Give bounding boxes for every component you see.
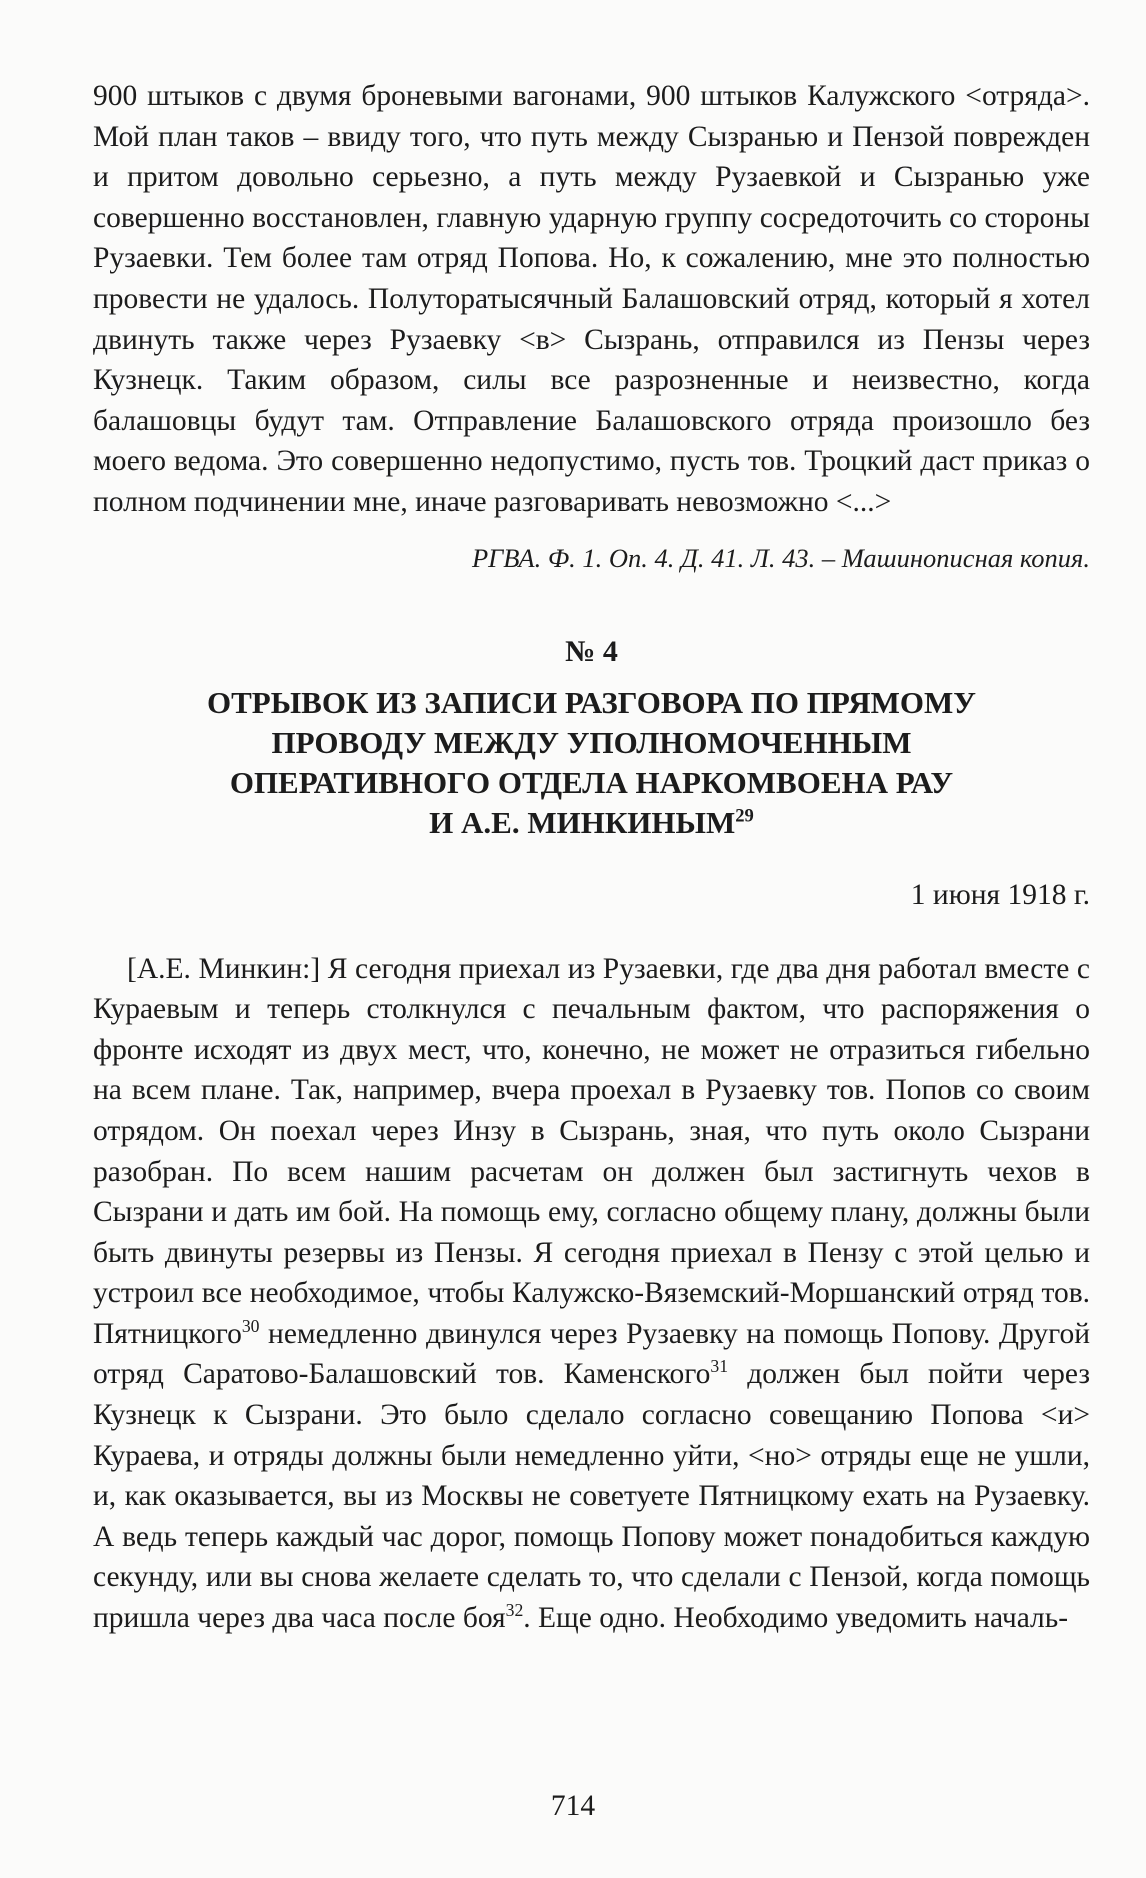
top-paragraph: 900 штыков с двумя броневыми вагонами, 900 штыков Калужского <отряда>. Мой план таков – ввиду того, что путь между Сызранью и Пензой поврежден и притом довольно серьезно, а путь между Рузаевкой и Сызранью уже совершенно восстановлен, главную ударную группу сосредоточить со стороны Рузаевки. Тем более там отряд Попова. Но, к сожалению, мне это полностью провести не удалось. Полуторатысячный Балашовский отряд, который я хотел двинуть также через Рузаевку <в> Сызрань, отправился из Пензы через Кузнецк. Таким образом, силы все разрозненные и неизвестно, когда балашовцы будут там. Отправление Балашовского отряда произошло без моего ведома. Это совершенно недопустимо, пусть тов. Троцкий даст приказ о полном подчинении мне, иначе разговаривать невозможно <...> <box>93 80 1090 518</box>
body-text: . Еще одно. Необходимо уведомить началь- <box>523 1602 1069 1635</box>
body-text: [А.Е. Минкин:] Я сегодня приехал из Рузаевки, где два дня работал вместе с Кураевым и теперь столкнулся с печальным фактом, что распоряжения о фронте исходят из двух мест, что, конечно, не может не отразиться гибельно на всем плане. Так, например, вчера проехал в Рузаевку тов. Попов со своим отрядом. Он поехал через Инзу в Сызрань, зная, что путь около Сызрани разобран. По всем нашим расчетам он должен был застигнуть чехов в Сызрани и дать им бой. На помощь ему, согласно общему плану, должны были быть двинуты резервы из Пензы. Я сегодня приехал в Пензу с этой целью и устроил все необходимое, чтобы Калужско-Вяземский-Моршанский отряд тов. Пятницкого <box>93 952 1090 1350</box>
body-text: немедленно двинулся через Рузаевку на помощь Попову. Другой отряд Саратово-Балашовский тов. Каменского <box>93 1317 1090 1391</box>
document-number: № 4 <box>565 634 618 668</box>
body-paragraph <box>93 949 1090 1639</box>
body-text: должен был пойти через Кузнецк к Сызрани. Это было сделало согласно совещанию Попова <и> Кураева, и отряды должны были немедленно уйти, <но> отряды еще не ушли, и, как оказывается, вы из Москвы не советуете Пятницкому ехать на Рузаевку. А ведь теперь каждый час дорог, помощь Попову может понадобиться каждую секунду, или вы снова желаете сделать то, что сделали с Пензой, когда помощь пришла через два часа после боя <box>93 1358 1090 1635</box>
title-line <box>93 803 1090 843</box>
title-line: ПРОВОДУ МЕЖДУ УПОЛНОМОЧЕННЫМ <box>271 724 912 760</box>
archive-source-note: РГВА. Ф. 1. Оп. 4. Д. 41. Л. 43. – Машинописная копия. <box>471 542 1090 573</box>
footnote-ref: 29 <box>735 805 754 827</box>
document-title <box>93 683 1090 843</box>
page-number: 714 <box>550 1790 596 1822</box>
title-line: ОТРЫВОК ИЗ ЗАПИСИ РАЗГОВОРА ПО ПРЯМОМУ <box>206 684 977 720</box>
footnote-ref: 30 <box>241 1316 260 1337</box>
footnote-ref: 31 <box>710 1356 729 1377</box>
title-line-text: И А.Е. МИНКИНЫМ <box>429 804 736 840</box>
title-line: ОПЕРАТИВНОГО ОТДЕЛА НАРКОМВОЕНА РАУ <box>229 764 954 800</box>
document-date: 1 июня 1918 г. <box>910 878 1090 911</box>
footnote-ref: 32 <box>505 1600 524 1621</box>
